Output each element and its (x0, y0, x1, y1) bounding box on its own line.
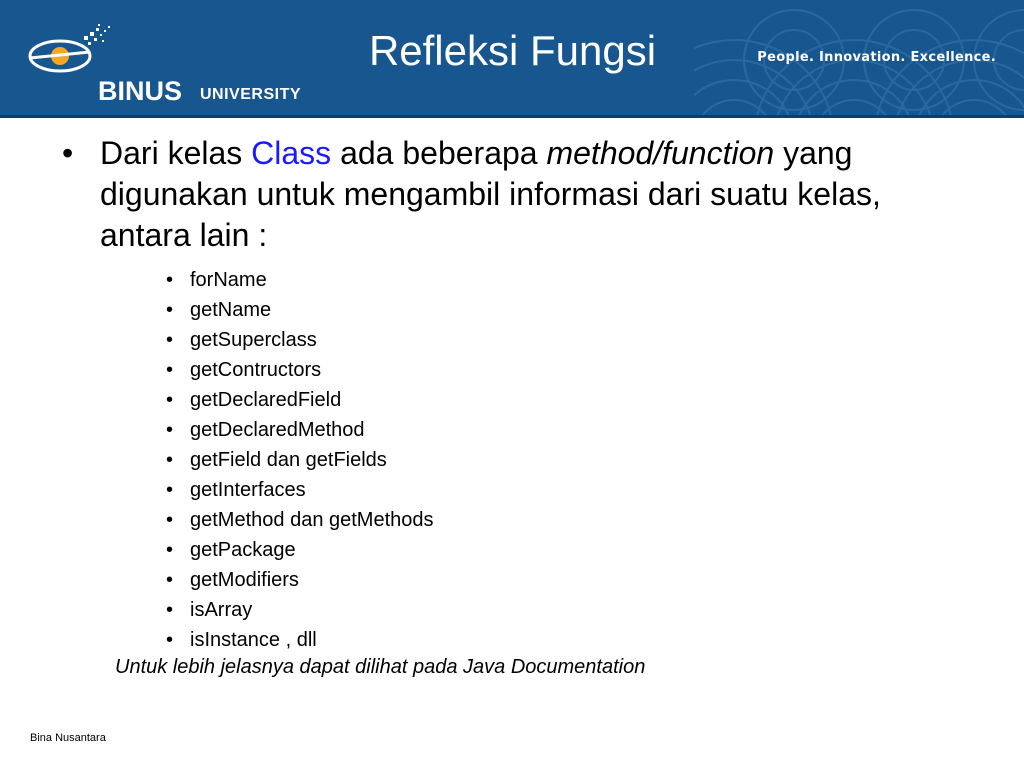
list-item-label: isInstance , dll (190, 629, 317, 651)
list-item (166, 625, 434, 655)
list-item (166, 535, 434, 565)
bullet-icon: • (166, 329, 174, 351)
main-bullet-text (100, 133, 962, 256)
documentation-note: Untuk lebih jelasnya dapat dilihat pada Java Documentation (115, 656, 646, 678)
list-item-label: forName (190, 269, 267, 291)
bullet-icon: • (166, 389, 174, 411)
tagline: People. Innovation. Excellence. (757, 50, 996, 65)
list-item-label: getContructors (190, 359, 322, 381)
bullet-icon: • (166, 629, 174, 651)
bullet-icon: • (166, 539, 174, 561)
list-item-label: isArray (190, 599, 253, 621)
bullet-icon: • (166, 479, 174, 501)
bullet-icon: • (166, 269, 174, 291)
method-function-italic: method/function (546, 135, 775, 171)
list-item (166, 265, 434, 295)
main-bullet-part3: yang digunakan untuk mengambil informasi dari suatu kelas, antara lain : (100, 135, 881, 253)
list-item-label: getMethod dan getMethods (190, 509, 434, 531)
list-item (166, 595, 434, 625)
list-item-label: getModifiers (190, 569, 299, 591)
list-item-label: getDeclaredMethod (190, 419, 365, 441)
list-item (166, 355, 434, 385)
bullet-icon: • (166, 569, 174, 591)
binus-logo (26, 14, 302, 106)
list-item (166, 565, 434, 595)
list-item-label: getPackage (190, 539, 296, 561)
list-item-label: getName (190, 299, 272, 321)
list-item (166, 475, 434, 505)
logo-wordmark: BINUS (98, 76, 183, 106)
list-item (166, 385, 434, 415)
method-list (166, 265, 434, 655)
list-item-label: getDeclaredField (190, 389, 342, 411)
slide-title: Refleksi Fungsi (368, 27, 657, 74)
list-item (166, 295, 434, 325)
bullet-icon: • (166, 599, 174, 621)
logo-emblem-icon (26, 14, 156, 84)
logo-subtitle: UNIVERSITY (200, 86, 302, 103)
bullet-icon: • (166, 359, 174, 381)
list-item (166, 415, 434, 445)
main-bullet-part2: ada beberapa (331, 135, 547, 171)
list-item (166, 505, 434, 535)
footer-text: Bina Nusantara (30, 732, 106, 744)
bullet-icon: • (166, 299, 174, 321)
bullet-icon: • (62, 135, 74, 171)
bullet-icon: • (166, 419, 174, 441)
list-item (166, 445, 434, 475)
list-item-label: getInterfaces (190, 479, 306, 501)
bullet-icon: • (166, 509, 174, 531)
bullet-icon: • (166, 449, 174, 471)
list-item (166, 325, 434, 355)
main-bullet-part1: Dari kelas (100, 135, 252, 171)
list-item-label: getSuperclass (190, 329, 317, 351)
header-divider (0, 115, 1024, 118)
header-band (0, 0, 1024, 115)
class-keyword: Class (251, 135, 332, 171)
list-item-label: getField dan getFields (190, 449, 387, 471)
main-bullet (62, 133, 962, 256)
